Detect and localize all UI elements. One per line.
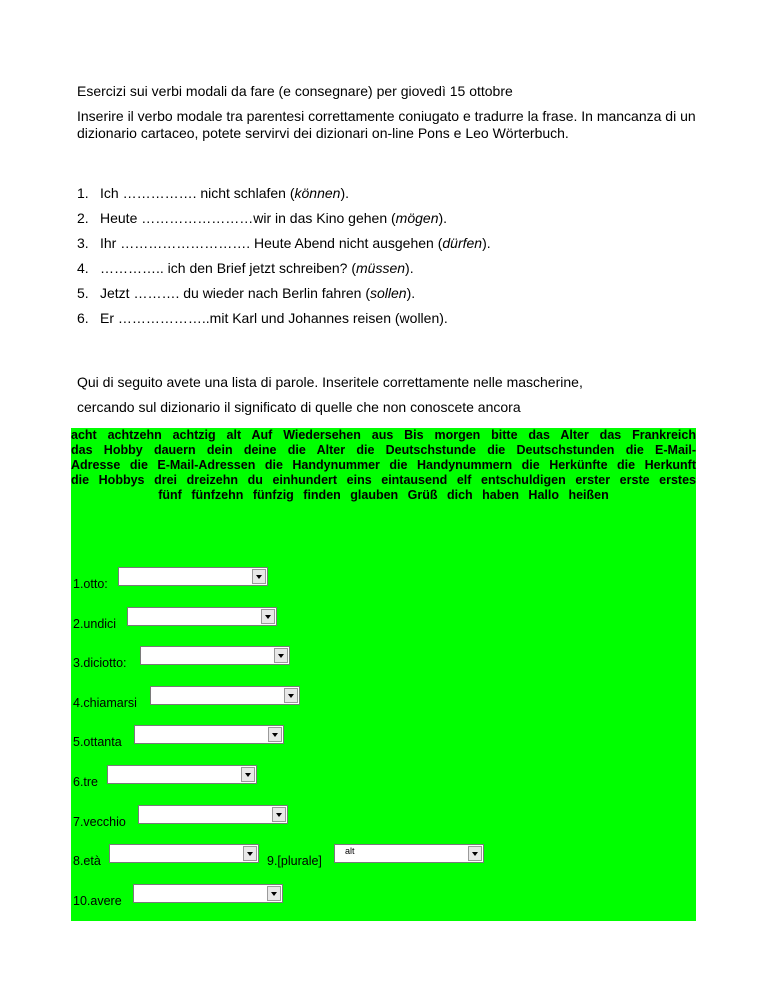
list-item: 1. Ich ……………. nicht schlafen (können). xyxy=(77,185,350,201)
answer-select-10[interactable] xyxy=(133,884,283,903)
answer-select-4[interactable] xyxy=(150,686,300,705)
answer-select-6[interactable] xyxy=(107,765,257,784)
exercise-list xyxy=(77,185,491,335)
field-label: 2.undici xyxy=(73,617,117,631)
list-item: 3. Ihr ………………………. Heute Abend nicht ausgehen (dürfen). xyxy=(77,235,491,251)
chevron-down-icon[interactable] xyxy=(284,688,298,703)
field-label: 5.ottanta xyxy=(73,735,122,749)
field-label: 3.diciotto: xyxy=(73,656,127,670)
list-item: 6. Er ………………..mit Karl und Johannes reisen (wollen). xyxy=(77,310,448,326)
answer-select-1[interactable] xyxy=(118,567,268,586)
answer-select-5[interactable] xyxy=(134,725,284,744)
word-form-panel xyxy=(71,428,696,921)
chevron-down-icon[interactable] xyxy=(274,648,288,663)
list-intro-line-1: Qui di seguito avete una lista di parole. Inseritele correttamente nelle mascherine, xyxy=(77,374,583,390)
field-label: 8.età xyxy=(73,854,101,868)
field-label: 1.otto: xyxy=(73,577,108,591)
field-label: 4.chiamarsi xyxy=(73,696,137,710)
field-label: 6.tre xyxy=(73,775,99,789)
answer-select-8[interactable] xyxy=(109,844,259,863)
field-label: 7.vecchio xyxy=(73,815,126,829)
list-item: 5. Jetzt ………. du wieder nach Berlin fahren (sollen). xyxy=(77,285,416,301)
field-row xyxy=(73,844,573,868)
field-label: 10.avere xyxy=(73,894,122,908)
answer-select-7[interactable] xyxy=(138,805,288,824)
answer-select-2[interactable] xyxy=(127,607,277,626)
list-intro-line-2: cercando sul dizionario il significato di quelle che non conoscete ancora xyxy=(77,399,521,415)
chevron-down-icon[interactable] xyxy=(468,846,482,861)
chevron-down-icon[interactable] xyxy=(243,846,257,861)
chevron-down-icon[interactable] xyxy=(241,767,255,782)
answer-select-3[interactable] xyxy=(140,646,290,665)
chevron-down-icon[interactable] xyxy=(267,886,281,901)
chevron-down-icon[interactable] xyxy=(261,609,275,624)
field-label: 9.[plurale] xyxy=(267,854,322,868)
instructions: Inserire il verbo modale tra parentesi correttamente coniugato e tradurre la frase. In mancanza di un dizionario cartaceo, potete servirvi dei dizionari on-line Pons e Leo Wörterbuch. xyxy=(77,108,696,141)
chevron-down-icon[interactable] xyxy=(252,569,266,584)
list-item: 2. Heute ……………………wir in das Kino gehen (mögen). xyxy=(77,210,448,226)
chevron-down-icon[interactable] xyxy=(268,727,282,742)
answer-select-9[interactable]: alt xyxy=(334,844,484,863)
chevron-down-icon[interactable] xyxy=(272,807,286,822)
list-item: 4. ………….. ich den Brief jetzt schreiben? (müssen). xyxy=(77,260,414,276)
page-title: Esercizi sui verbi modali da fare (e consegnare) per giovedì 15 ottobre xyxy=(77,83,513,99)
word-bank: acht achtzehn achtzig alt Auf Wiedersehen aus Bis morgen bitte das Alter das Frankreich das Hobby dauern dein deine die Alter die Deutschstunde die Deutschstunden die E-Mail-Adresse die E-Mail-Adressen die Handynummer die Handynummern die Herkünfte die Herkunft die Hobbys drei dreizehn du einhundert eins eintausend elf entschuldigen erster erste erstes fünf fünfzehn fünfzig finden glauben Grüß dich haben Hallo heißen xyxy=(71,428,696,502)
